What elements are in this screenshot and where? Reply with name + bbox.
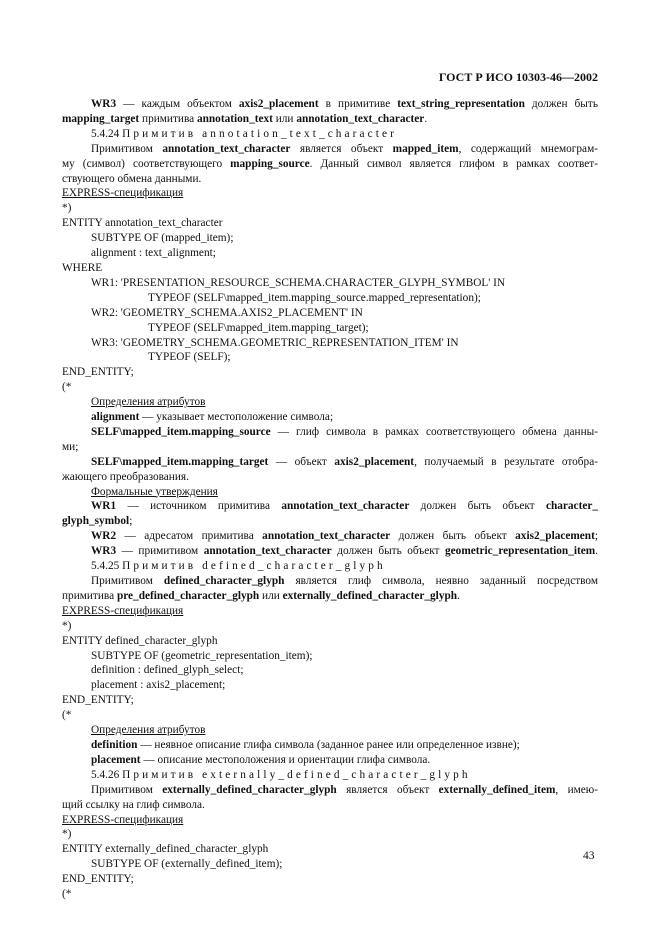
- text-line: [62, 201, 598, 216]
- bold-term: WR3: [91, 545, 117, 558]
- text-line: [62, 589, 598, 604]
- text-line: [62, 723, 598, 738]
- text-line: [62, 768, 598, 783]
- text-line: [62, 872, 598, 887]
- document-body: [62, 97, 598, 902]
- text-run: SUBTYPE OF (geometric_representation_item);: [91, 649, 313, 662]
- text-line: [62, 887, 598, 902]
- text-run: — адресатом примитива: [116, 530, 263, 543]
- text-line: [62, 291, 598, 306]
- text-run: примитива: [139, 112, 197, 125]
- text-run: WHERE: [62, 261, 103, 274]
- text-run: 5.4.26: [91, 768, 123, 781]
- text-line: [62, 544, 598, 559]
- text-run: , имею-: [555, 783, 598, 796]
- text-run: — объект: [268, 455, 335, 468]
- bold-term: axis2_placement: [515, 530, 595, 543]
- bold-term: defined_character_glyph: [163, 575, 285, 587]
- text-run: END_ENTITY;: [62, 366, 134, 379]
- text-line: [62, 798, 598, 813]
- text-run: placement : axis2_placement;: [91, 679, 226, 692]
- text-run: TYPEOF (SELF\mapped_item.mapping_source.mapped_representation);: [148, 291, 481, 304]
- bold-term: text_string_representation: [397, 98, 525, 110]
- text-run: — неявное описание глифа символа (заданное ранее или определенное извне);: [137, 738, 520, 751]
- text-run: .: [595, 545, 598, 558]
- text-run: ENTITY defined_character_glyph: [62, 634, 218, 647]
- text-run: жающего преобразования.: [62, 470, 189, 483]
- text-line: [62, 693, 598, 708]
- text-line: [62, 708, 598, 723]
- text-run: 5.4.24: [91, 127, 123, 140]
- text-line: [62, 604, 598, 619]
- text-line: [62, 783, 598, 798]
- clause-title: Примитив externally_defined_character_glyph: [122, 768, 471, 781]
- text-run: definition : defined_glyph_select;: [91, 664, 244, 677]
- bold-term: glyph_symbol: [62, 515, 130, 528]
- section-subheading: EXPRESS-спецификация: [62, 813, 184, 826]
- text-line: [62, 336, 598, 351]
- page-number: 43: [583, 850, 595, 862]
- text-run: щий ссылку на глиф символа.: [62, 798, 205, 811]
- text-run: — указывает местоположение символа;: [139, 411, 334, 424]
- text-run: *): [62, 202, 72, 215]
- text-run: — описание местоположения и ориентации глифа символа.: [140, 753, 431, 766]
- text-run: .: [457, 589, 460, 602]
- text-line: [62, 649, 598, 664]
- text-line: [62, 470, 598, 485]
- text-line: [62, 529, 598, 544]
- text-run: является объект: [290, 142, 393, 155]
- text-run: END_ENTITY;: [62, 694, 134, 707]
- bold-term: externally_defined_item: [438, 783, 556, 796]
- text-line: [62, 634, 598, 649]
- text-line: [62, 246, 598, 261]
- text-line: [62, 499, 598, 514]
- text-run: alignment : text_alignment;: [91, 247, 216, 260]
- text-run: SUBTYPE OF (mapped_item);: [91, 232, 234, 245]
- text-run: SUBTYPE OF (externally_defined_item);: [91, 858, 283, 871]
- text-line: [62, 455, 598, 470]
- text-run: — глиф символа в рамках соответствующего обмена данны-: [270, 425, 598, 438]
- page-header-standard-number: ГОСТ Р ИСО 10303-46—2002: [438, 70, 598, 84]
- bold-term: mapping_source: [230, 157, 310, 170]
- text-line: [62, 127, 598, 142]
- text-line: [62, 574, 598, 589]
- text-line: [62, 827, 598, 842]
- text-line: [62, 619, 598, 634]
- text-line: [62, 410, 598, 425]
- text-line: [62, 112, 598, 127]
- bold-term: WR2: [91, 530, 117, 543]
- text-run: .: [424, 112, 428, 125]
- clause-title: Примитив defined_character_glyph: [122, 560, 386, 573]
- text-run: TYPEOF (SELF);: [148, 351, 231, 364]
- text-line: [62, 842, 598, 857]
- text-line: [62, 395, 598, 410]
- text-line: [62, 857, 598, 872]
- section-subheading: EXPRESS-спецификация: [62, 187, 184, 200]
- text-line: [62, 738, 598, 753]
- text-run: Примитивом: [91, 783, 163, 796]
- text-run: TYPEOF (SELF\mapped_item.mapping_target);: [148, 321, 369, 334]
- text-line: [62, 365, 598, 380]
- text-run: 5.4.25: [91, 560, 123, 573]
- text-run: ствующего обмена данными.: [62, 172, 202, 185]
- text-line: [62, 440, 598, 455]
- text-run: или: [259, 589, 283, 602]
- text-run: ;: [594, 530, 598, 543]
- section-subheading: EXPRESS-спецификация: [62, 604, 184, 617]
- bold-term: annotation_text_character: [296, 112, 425, 125]
- bold-term: definition: [91, 738, 138, 751]
- bold-term: annotation_text_character: [281, 500, 410, 513]
- text-line: [62, 261, 598, 276]
- bold-term: geometric_representation_item: [445, 545, 596, 558]
- text-line: [62, 514, 598, 529]
- text-run: — источником примитива: [116, 500, 282, 513]
- text-run: (*: [62, 381, 72, 394]
- text-run: ;: [129, 515, 133, 528]
- text-line: [62, 276, 598, 291]
- bold-term: externally_defined_character_glyph: [282, 589, 458, 602]
- text-line: [62, 97, 598, 112]
- text-run: должен быть объект: [331, 545, 446, 558]
- text-run: ми;: [62, 440, 79, 453]
- bold-term: mapping_target: [62, 112, 140, 125]
- text-line: [62, 350, 598, 365]
- text-run: ENTITY annotation_text_character: [62, 217, 223, 230]
- text-line: [62, 425, 598, 440]
- text-run: му (символ) соответствующего: [62, 157, 231, 170]
- text-run: примитива: [62, 589, 117, 602]
- text-line: [62, 216, 598, 231]
- bold-term: mapped_item: [392, 142, 459, 155]
- text-line: [62, 380, 598, 395]
- text-run: должен быть объект: [390, 530, 516, 543]
- text-run: должен быть: [524, 98, 598, 110]
- text-run: — примитивом: [116, 545, 204, 558]
- section-subheading: Формальные утверждения: [91, 485, 218, 498]
- text-run: является объект: [336, 783, 439, 796]
- text-run: в примитиве: [318, 98, 398, 110]
- text-line: [62, 813, 598, 828]
- text-line: [62, 559, 598, 574]
- text-run: — каждым объектом: [116, 98, 239, 110]
- text-run: *): [62, 619, 72, 632]
- text-run: . Данный символ является глифом в рамках соответ-: [309, 157, 598, 170]
- bold-term: pre_defined_character_glyph: [116, 589, 260, 602]
- text-run: END_ENTITY;: [62, 873, 134, 886]
- clause-title: Примитив annotation_text_character: [122, 127, 397, 140]
- text-run: или: [272, 112, 297, 125]
- bold-term: character_: [545, 500, 599, 513]
- bold-term: SELF\mapped_item.mapping_target: [91, 455, 269, 468]
- bold-term: annotation_text_character: [262, 530, 391, 543]
- text-line: [62, 663, 598, 678]
- text-run: , получаемый в результате отобра-: [414, 455, 598, 468]
- text-run: является глиф символа, неявно заданный посредством: [284, 575, 598, 587]
- text-run: ENTITY externally_defined_character_glyph: [62, 843, 269, 856]
- text-run: Примитивом: [91, 142, 163, 155]
- text-line: [62, 753, 598, 768]
- text-line: [62, 231, 598, 246]
- text-run: , содержащий мнемограм-: [458, 142, 598, 155]
- text-run: WR1: 'PRESENTATION_RESOURCE_SCHEMA.CHARACTER_GLYPH_SYMBOL' IN: [91, 276, 506, 289]
- bold-term: annotation_text: [196, 112, 273, 125]
- text-run: (*: [62, 888, 72, 901]
- text-line: [62, 321, 598, 336]
- text-run: WR2: 'GEOMETRY_SCHEMA.AXIS2_PLACEMENT' IN: [91, 306, 363, 319]
- bold-term: annotation_text_character: [203, 545, 332, 558]
- text-run: *): [62, 828, 72, 841]
- bold-term: axis2_placement: [238, 98, 319, 110]
- section-subheading: Определения атрибутов: [91, 724, 206, 737]
- text-line: [62, 485, 598, 500]
- text-line: [62, 186, 598, 201]
- bold-term: WR1: [91, 500, 117, 513]
- bold-term: externally_defined_character_glyph: [162, 783, 337, 796]
- text-line: [62, 157, 598, 172]
- text-line: [62, 172, 598, 187]
- text-run: Примитивом: [91, 575, 164, 587]
- bold-term: alignment: [91, 411, 140, 424]
- bold-term: placement: [91, 753, 141, 766]
- text-run: должен быть объект: [409, 500, 546, 513]
- text-line: [62, 678, 598, 693]
- section-subheading: Определения атрибутов: [91, 396, 206, 409]
- text-line: [62, 142, 598, 157]
- text-run: (*: [62, 709, 72, 722]
- bold-term: SELF\mapped_item.mapping_source: [91, 425, 271, 438]
- text-run: WR3: 'GEOMETRY_SCHEMA.GEOMETRIC_REPRESENTATION_ITEM' IN: [91, 336, 459, 349]
- bold-term: axis2_placement: [334, 455, 415, 468]
- text-line: [62, 306, 598, 321]
- bold-term: annotation_text_character: [162, 142, 291, 155]
- bold-term: WR3: [91, 98, 117, 110]
